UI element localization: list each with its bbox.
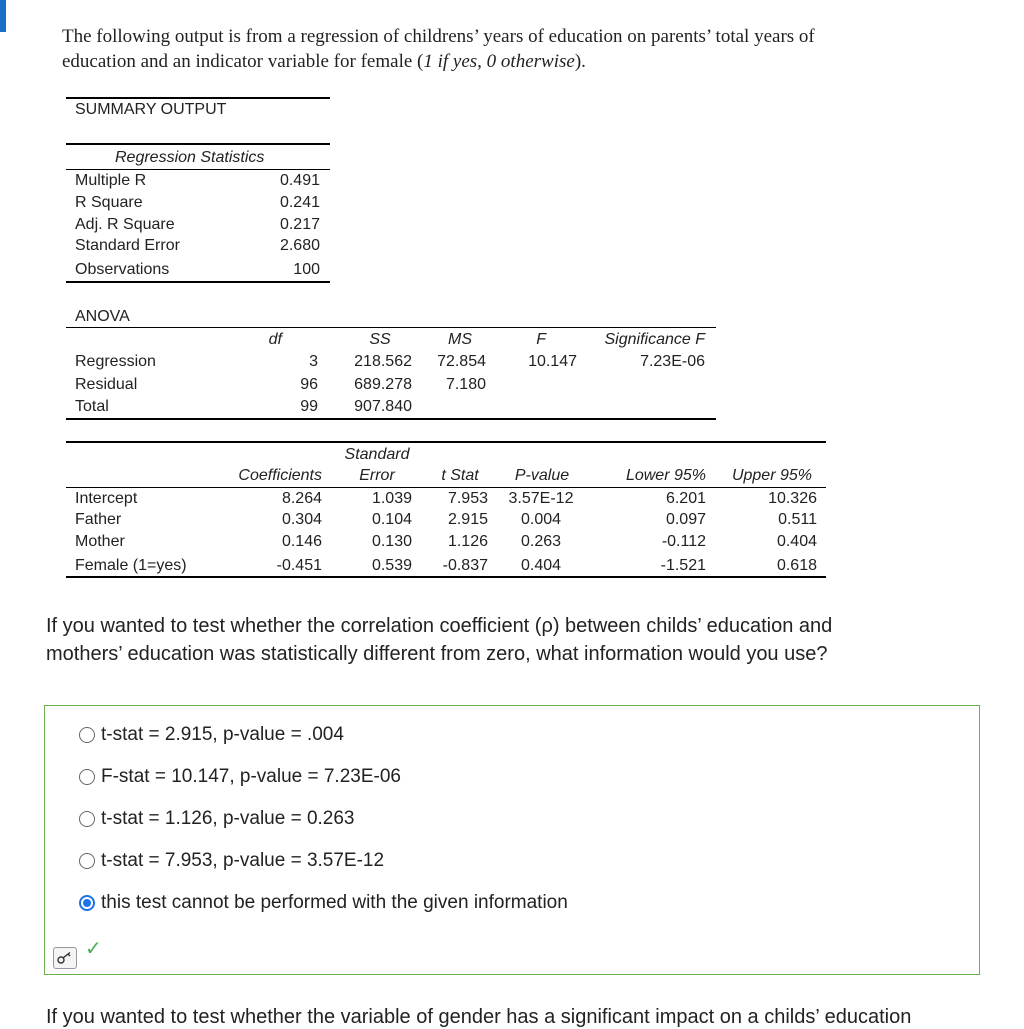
coef-value: 0.304	[281, 511, 322, 528]
anova-ss: 907.840	[354, 398, 412, 415]
next-question-text: If you wanted to test whether the variable of gender has a significant impact on a childs’ education	[46, 1006, 912, 1028]
question-text: If you wanted to test whether the correlation coefficient (ρ) between childs’ education and mothers’ education was statistically different from zero, what information would you use?	[46, 615, 833, 665]
anova-ms: 7.180	[445, 376, 486, 393]
coef-row-label: Female (1=yes)	[75, 557, 187, 574]
anova-df: 99	[300, 398, 318, 415]
key-icon[interactable]	[53, 947, 77, 969]
coef-header-upper: Upper 95%	[731, 467, 812, 484]
radio-icon[interactable]	[79, 727, 95, 743]
radio-icon[interactable]	[79, 811, 95, 827]
divider	[66, 487, 826, 488]
stat-label: Observations	[75, 261, 170, 278]
key-icon-svg	[57, 951, 73, 965]
anova-df: 3	[309, 353, 318, 370]
coef-header-tstat: t Stat	[441, 467, 479, 484]
anova-ss: 218.562	[354, 353, 412, 370]
anova-significance: 7.23E-06	[640, 353, 705, 370]
coef-tstat: 1.126	[447, 533, 488, 550]
coef-header-se-bottom: Error	[359, 467, 395, 484]
anova-df: 96	[300, 376, 318, 393]
stat-value: 0.241	[279, 194, 320, 211]
anova-header-ms: MS	[448, 331, 472, 348]
divider	[66, 97, 330, 99]
anova-row-label: Regression	[75, 353, 156, 370]
regression-statistics-title: Regression Statistics	[115, 149, 265, 166]
coef-tstat: -0.837	[442, 557, 488, 574]
stat-label: Adj. R Square	[75, 216, 175, 233]
option-label: t-stat = 1.126, p-value = 0.263	[101, 808, 355, 829]
radio-icon[interactable]	[79, 769, 95, 785]
divider	[66, 327, 716, 328]
coef-upper: 0.511	[778, 511, 817, 528]
option-label: t-stat = 7.953, p-value = 3.57E-12	[101, 850, 385, 871]
answer-box	[44, 705, 980, 975]
coef-header-coefficients: Coefficients	[238, 467, 322, 484]
anova-row-label: Total	[75, 398, 109, 415]
coef-lower: -0.112	[661, 533, 706, 550]
coef-upper: 10.326	[768, 490, 817, 507]
coef-header-lower: Lower 95%	[625, 467, 706, 484]
stat-value: 2.680	[279, 237, 320, 254]
summary-title: SUMMARY OUTPUT	[75, 101, 227, 118]
coef-lower: -1.521	[660, 557, 706, 574]
corner-mark	[0, 0, 6, 32]
coef-upper: 0.404	[776, 533, 817, 550]
stat-label: R Square	[75, 194, 143, 211]
option-label: t-stat = 2.915, p-value = .004	[101, 724, 344, 745]
coef-lower: 6.201	[665, 490, 706, 507]
divider	[66, 169, 330, 170]
option-2[interactable]	[79, 764, 401, 790]
coef-header-se-top: Standard	[344, 446, 410, 463]
coef-upper: 0.618	[776, 557, 817, 574]
option-label: F-stat = 10.147, p-value = 7.23E-06	[101, 766, 401, 787]
coef-pvalue: 0.263	[520, 533, 562, 550]
divider	[66, 441, 826, 443]
coef-row-label: Mother	[75, 533, 125, 550]
anova-row-label: Residual	[75, 376, 138, 393]
anova-ss: 689.278	[354, 376, 412, 393]
coef-row-label: Intercept	[75, 490, 138, 507]
coef-pvalue: 0.404	[520, 557, 562, 574]
divider	[66, 418, 716, 420]
anova-f: 10.147	[528, 353, 577, 370]
coef-se: 0.539	[371, 557, 412, 574]
option-3[interactable]	[79, 806, 355, 832]
radio-selected-icon[interactable]	[79, 895, 95, 911]
anova-header-f: F	[536, 331, 546, 348]
coef-se: 0.104	[371, 511, 412, 528]
divider	[66, 281, 330, 283]
anova-ms: 72.854	[437, 353, 486, 370]
option-label: this test cannot be performed with the given information	[101, 892, 568, 913]
divider	[66, 576, 826, 578]
coef-value: 0.146	[281, 533, 322, 550]
coef-lower: 0.097	[665, 511, 706, 528]
anova-header-df: df	[268, 331, 282, 348]
coef-tstat: 7.953	[447, 490, 488, 507]
option-1[interactable]	[79, 722, 344, 748]
stat-value: 0.217	[279, 216, 320, 233]
coef-value: -0.451	[276, 557, 322, 574]
coef-se: 1.039	[371, 490, 412, 507]
stat-label: Standard Error	[75, 237, 180, 254]
coef-header-pvalue: P-value	[514, 467, 570, 484]
stat-label: Multiple R	[75, 172, 147, 189]
coef-value: 8.264	[281, 490, 322, 507]
anova-header-significance: Significance F	[604, 331, 705, 348]
coef-pvalue: 0.004	[520, 511, 562, 528]
divider	[66, 143, 330, 145]
anova-title: ANOVA	[75, 308, 130, 325]
coef-pvalue: 3.57E-12	[508, 490, 574, 507]
coef-se: 0.130	[371, 533, 412, 550]
option-5[interactable]	[79, 890, 568, 916]
stat-value: 100	[293, 261, 320, 278]
coef-row-label: Father	[75, 511, 122, 528]
coef-tstat: 2.915	[447, 511, 488, 528]
radio-icon[interactable]	[79, 853, 95, 869]
intro-text: The following output is from a regression of childrens’ years of education on parents’ total years of education and an indicator variable for female (1 if yes, 0 otherwise).	[62, 26, 815, 72]
stat-value: 0.491	[279, 172, 320, 189]
anova-header-ss: SS	[369, 331, 391, 348]
option-4[interactable]	[79, 848, 384, 874]
checkmark-icon: ✓	[85, 938, 102, 960]
